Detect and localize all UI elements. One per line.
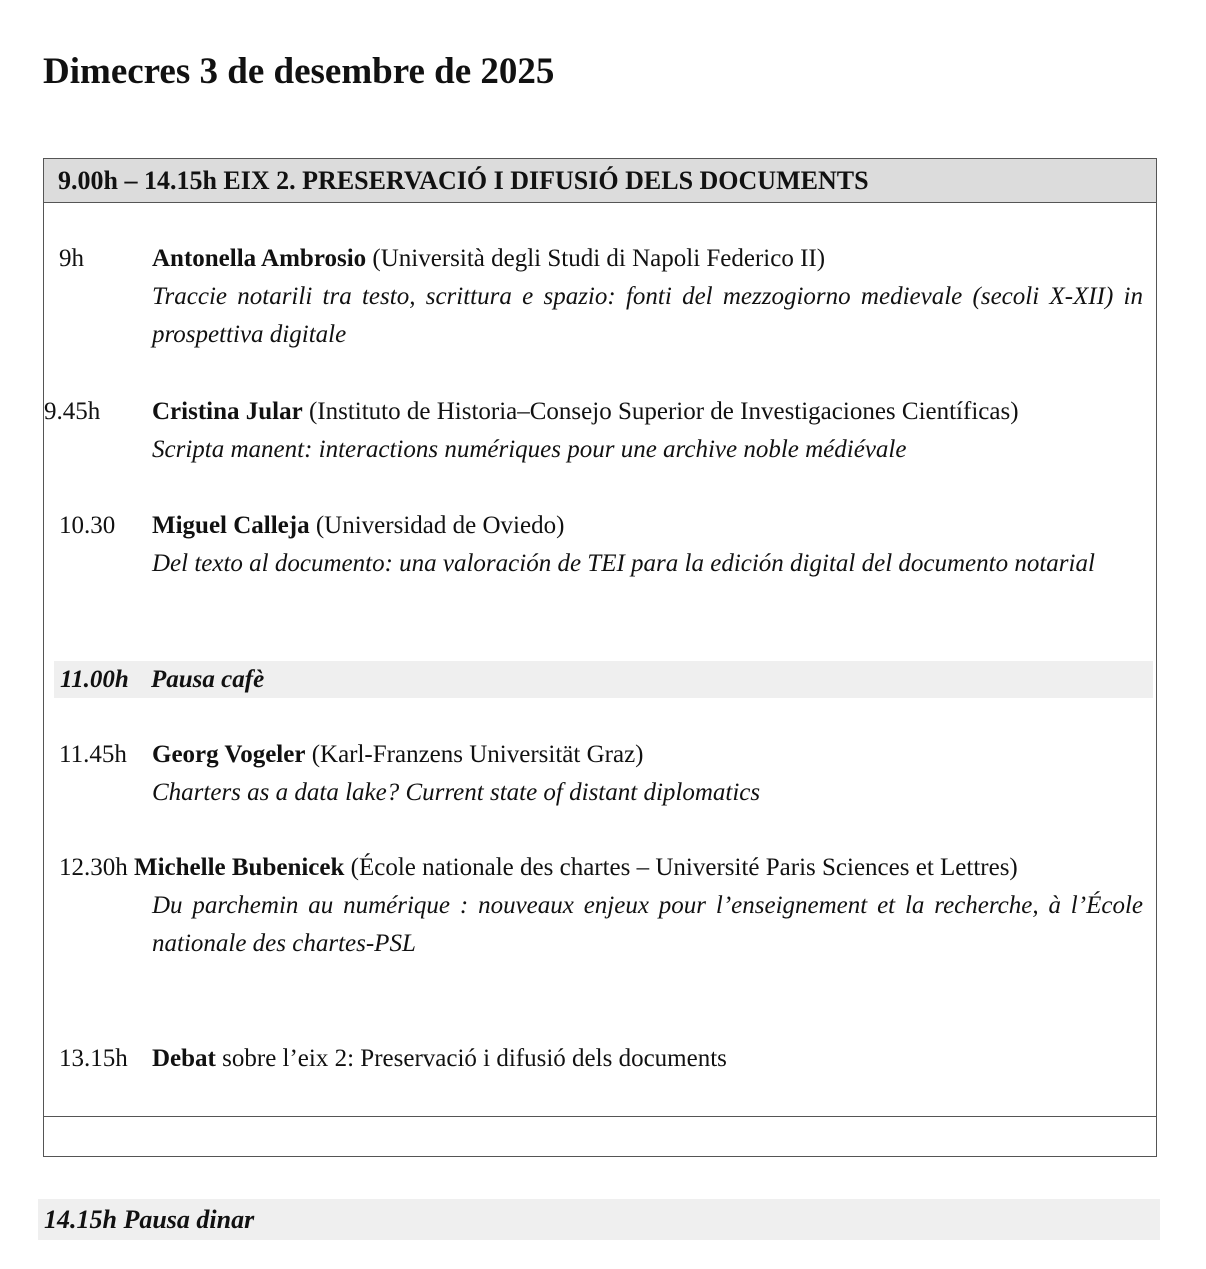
program-entry [59, 240, 1143, 354]
debate-topic: sobre l’eix 2: Preservació i difusió dels documents [215, 1045, 727, 1072]
entry-time: 10.30 [59, 512, 116, 539]
entry-time: 9.45h [44, 398, 101, 425]
break-time: 11.00h [60, 666, 129, 693]
session-header: 9.00h – 14.15h EIX 2. PRESERVACIÓ I DIFUSIÓ DELS DOCUMENTS [44, 159, 1156, 203]
talk-title: Du parchemin au numérique : nouveaux enjeux pour l’enseignement et la recherche, à l’École nationale des chartes-PSL [152, 892, 1143, 957]
speaker-affiliation: (Universidad de Oviedo) [309, 512, 565, 539]
speaker-affiliation: (Università degli Studi di Napoli Federico II) [366, 245, 826, 272]
session-table [43, 158, 1157, 1157]
program-entry [59, 849, 1143, 963]
program-entry [59, 736, 1143, 812]
debate-label: Debat [152, 1045, 216, 1072]
speaker-name: Cristina Jular [152, 398, 303, 425]
speaker-name: Miguel Calleja [152, 512, 310, 539]
lunch-break: 14.15h Pausa dinar [38, 1199, 1160, 1240]
program-entry [44, 393, 1143, 469]
talk-title: Traccie notarili tra testo, scrittura e spazio: fonti del mezzogiorno medievale (secoli X-XII) in prospettiva digitale [152, 283, 1143, 348]
speaker-affiliation: (Karl-Franzens Universität Graz) [305, 741, 644, 768]
page-title: Dimecres 3 de desembre de 2025 [43, 51, 555, 92]
program-entry [59, 507, 1143, 583]
speaker-affiliation: (Instituto de Historia–Consejo Superior de Investigaciones Científicas) [302, 398, 1019, 425]
entry-time: 13.15h [59, 1045, 128, 1072]
entry-time: 11.45h [59, 741, 127, 768]
talk-title: Del texto al documento: una valoración de TEI para la edición digital del documento notarial [152, 550, 1095, 577]
coffee-break [54, 661, 1153, 698]
speaker-name: Georg Vogeler [152, 741, 306, 768]
break-label: Pausa cafè [151, 666, 265, 693]
talk-title: Scripta manent: interactions numériques pour une archive noble médiévale [152, 436, 907, 463]
entry-time: 12.30h [59, 854, 128, 881]
table-divider [44, 1116, 1156, 1117]
speaker-name: Antonella Ambrosio [152, 245, 367, 272]
speaker-affiliation: (École nationale des chartes – Université Paris Sciences et Lettres) [344, 854, 1018, 881]
talk-title: Charters as a data lake? Current state of distant diplomatics [152, 779, 761, 806]
speaker-name: Michelle Bubenicek [134, 854, 345, 881]
entry-time: 9h [59, 245, 84, 272]
program-entry [59, 1040, 1143, 1078]
